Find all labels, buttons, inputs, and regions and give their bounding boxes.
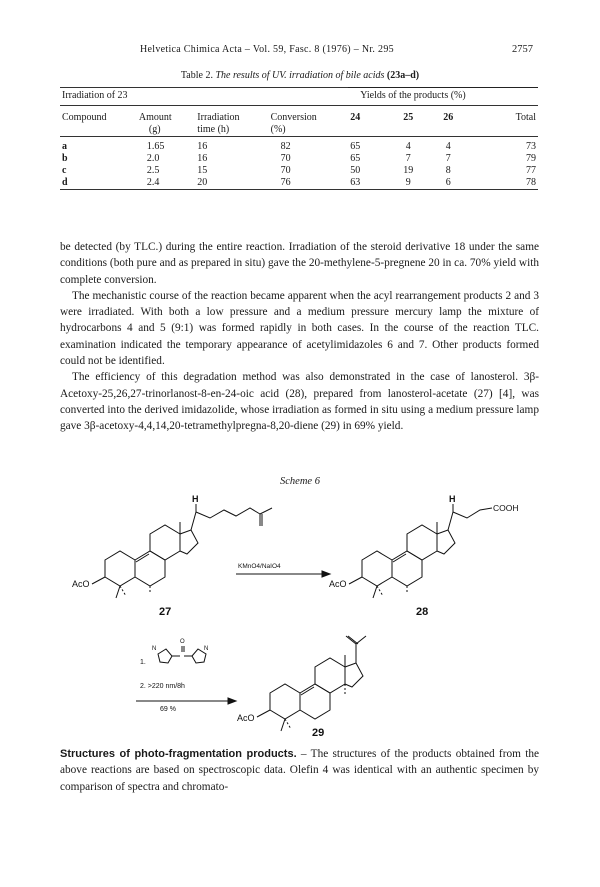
- group-yields: Yields of the products (%): [360, 90, 466, 101]
- table-row: a 1.65 16 82 65 4 4 73: [62, 141, 536, 152]
- steroid-28: [349, 504, 492, 598]
- col-conversion: Conversion (%): [270, 112, 317, 135]
- label-h-28: H: [449, 494, 456, 504]
- structures-paragraph: [60, 746, 539, 795]
- col-26: 26: [443, 112, 454, 123]
- label-h-27: H: [192, 494, 199, 504]
- steroid-27: [92, 504, 272, 598]
- table-caption: [0, 70, 600, 81]
- col-25: 25: [403, 112, 414, 123]
- paragraph-2: The mechanistic course of the reaction became apparent when the acyl rearrangement products 2 and 3 were irradiated. With both a low pressure and a medium pressure mercury lamp the mixture of hydrocarbons 4 and 5 (9:1) was formed rapidly in both cases. In the course of the reaction TLC. examination indicated the temporary appearance of acetylimidazoles 6 and 7. Other products formed could not be identified.: [60, 289, 539, 368]
- imidazole-o: O: [180, 639, 185, 645]
- structures-section: [60, 746, 539, 795]
- reagent-oxidation: KMnO4/NaIO4: [238, 563, 281, 570]
- imidazole-n-right: N: [204, 646, 209, 652]
- scheme-title: Scheme 6: [280, 476, 320, 487]
- table-header-row: [60, 106, 538, 137]
- steroid-29: [257, 636, 366, 731]
- group-irradiation: Irradiation of 23: [62, 90, 128, 101]
- col-time: Irradiation time (h): [197, 112, 240, 135]
- label-aco-27: AcO: [72, 579, 90, 589]
- page-number: 2757: [512, 44, 533, 55]
- yield-label: 69 %: [160, 706, 176, 713]
- table-caption-prefix: Table 2.: [180, 70, 213, 81]
- label-cooh: COOH: [493, 503, 519, 513]
- section-heading: Structures of photo-fragmentation products.: [60, 748, 297, 760]
- table-row: b 2.0 16 70 65 7 7 79: [62, 153, 536, 164]
- paragraph-3: The efficiency of this degradation method was also demonstrated in the case of lanosterol. 3β-Acetoxy-25,26,27-trinorlanost-8-en-24-oic acid (28), prepared from lanosterol-acetate (27) [4], was converted into the derived imidazolide, whose irradiation as formed in situ using a medium pressure lamp gave 3β-acetoxy-4,4,14,20-tetramethylpregna-8,20-diene (29) in 69% yield.: [60, 371, 539, 433]
- compound-28-label: 28: [416, 606, 429, 618]
- label-aco-29: AcO: [237, 713, 255, 723]
- col-24: 24: [350, 112, 361, 123]
- table-row: d 2.4 20 76 63 9 6 78: [62, 177, 536, 188]
- section-text: – The structures of the products obtained from the above reactions are based on spectroscopic data. Olefin 4 was identical with an authentic specimen by comparison of spectra and chromato-: [60, 748, 539, 793]
- col-compound: Compound: [62, 112, 107, 123]
- col-total: Total: [515, 112, 536, 123]
- table-row: c 2.5 15 70 50 19 8 77: [62, 165, 536, 176]
- results-table: [60, 87, 538, 190]
- step-1-number: 1.: [140, 659, 146, 666]
- compound-29-label: 29: [312, 727, 325, 739]
- table-caption-title: The results of UV. irradiation of bile acids: [215, 70, 385, 81]
- label-aco-28: AcO: [329, 579, 347, 589]
- reaction-scheme: [60, 490, 540, 740]
- compound-27-label: 27: [159, 606, 172, 618]
- running-head: Helvetica Chimica Acta – Vol. 59, Fasc. 8 (1976) – Nr. 295: [140, 44, 394, 55]
- paragraph-1: be detected (by TLC.) during the entire reaction. Irradiation of the steroid derivative 18 under the same conditions (both pure and as prepared in situ) gave the 20-methylene-5-pregnene 20 in ca. 70% yield with complete conversion.: [60, 241, 539, 286]
- body-text: [60, 239, 539, 435]
- carbonyl-diimidazole: [158, 646, 209, 663]
- step-2-conditions: 2. >220 nm/8h: [140, 683, 185, 690]
- table-group-header: [60, 88, 538, 106]
- col-amount: Amount (g): [138, 112, 172, 135]
- table-caption-suffix: (23a–d): [386, 70, 420, 81]
- imidazole-n-left: N: [152, 646, 157, 652]
